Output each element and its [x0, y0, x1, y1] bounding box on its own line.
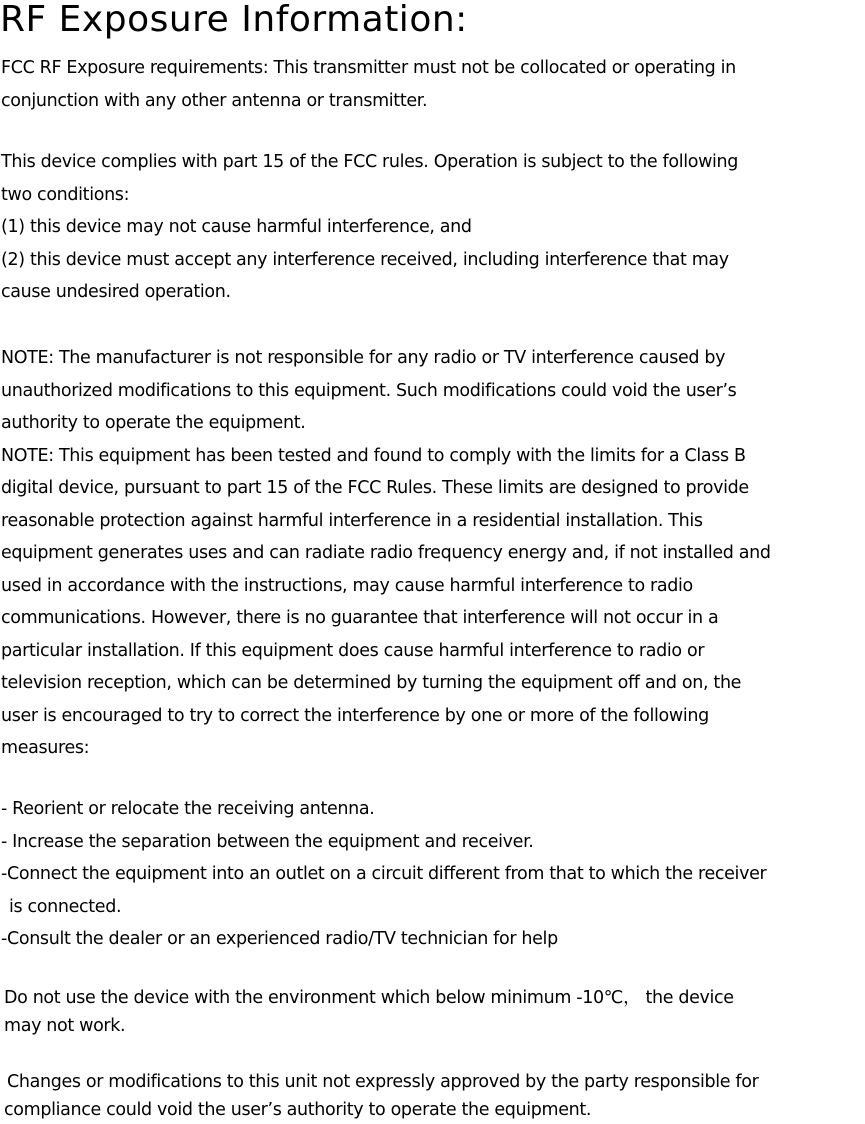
note-line: television reception, which can be determined by turning the equipment off and on, the [1, 673, 742, 693]
measures-list [1, 793, 766, 956]
note-line: unauthorized modifications to this equipment. Such modifications could void the user’s [1, 380, 737, 401]
page-title: RF Exposure Information: [0, 0, 468, 40]
text-line: conjunction with any other antenna or transmitter. [1, 90, 428, 111]
measure-item: - Reorient or relocate the receiving antenna. [1, 799, 375, 819]
warning-line: may not work. [4, 1016, 126, 1036]
text-line: FCC RF Exposure requirements: This transmitter must not be collocated or operating in [1, 58, 736, 78]
condition-1: (1) this device may not cause harmful interference, and [1, 217, 472, 237]
note-line: used in accordance with the instructions, may cause harmful interference to radio [1, 575, 693, 596]
condition-2: (2) this device must accept any interference received, including interference that may [1, 249, 729, 270]
warning-line: Changes or modifications to this unit not expressly approved by the party responsible for [7, 1072, 759, 1092]
note-line: user is encouraged to try to correct the interference by one or more of the following [1, 705, 709, 726]
temperature-warning-paragraph [4, 984, 734, 1040]
measure-item: -Consult the dealer or an experienced radio/TV technician for help [1, 929, 558, 949]
measure-item-continuation: is connected. [9, 896, 122, 917]
fcc-rf-exposure-paragraph [1, 52, 736, 117]
note-line: authority to operate the equipment. [1, 413, 306, 433]
note-line: communications. However, there is no guarantee that interference will not occur in a [1, 608, 719, 628]
note-line: NOTE: This equipment has been tested and found to comply with the limits for a Class B [1, 445, 746, 466]
note-line: digital device, pursuant to part 15 of the FCC Rules. These limits are designed to provide [1, 478, 749, 498]
measure-item: - Increase the separation between the equipment and receiver. [1, 831, 534, 852]
note-line: equipment generates uses and can radiate radio frequency energy and, if not installed and [1, 543, 771, 563]
note-line: measures: [1, 738, 90, 758]
note-line: NOTE: The manufacturer is not responsible for any radio or TV interference caused by [1, 348, 726, 368]
note-line: particular installation. If this equipment does cause harmful interference to radio or [1, 640, 705, 661]
text-line: This device complies with part 15 of the FCC rules. Operation is subject to the following [1, 152, 739, 172]
notes-paragraph [1, 342, 771, 765]
warning-line: compliance could void the user’s authority to operate the equipment. [4, 1100, 592, 1120]
text-line: cause undesired operation. [1, 282, 231, 302]
warning-line: Do not use the device with the environment which below minimum -10℃， the device [4, 988, 734, 1008]
part15-compliance-paragraph [1, 146, 738, 309]
measure-item: -Connect the equipment into an outlet on a circuit different from that to which the receiver [1, 864, 767, 884]
note-line: reasonable protection against harmful interference in a residential installation. This [1, 510, 703, 531]
changes-warning-paragraph [4, 1068, 758, 1124]
text-line: two conditions: [1, 184, 130, 205]
